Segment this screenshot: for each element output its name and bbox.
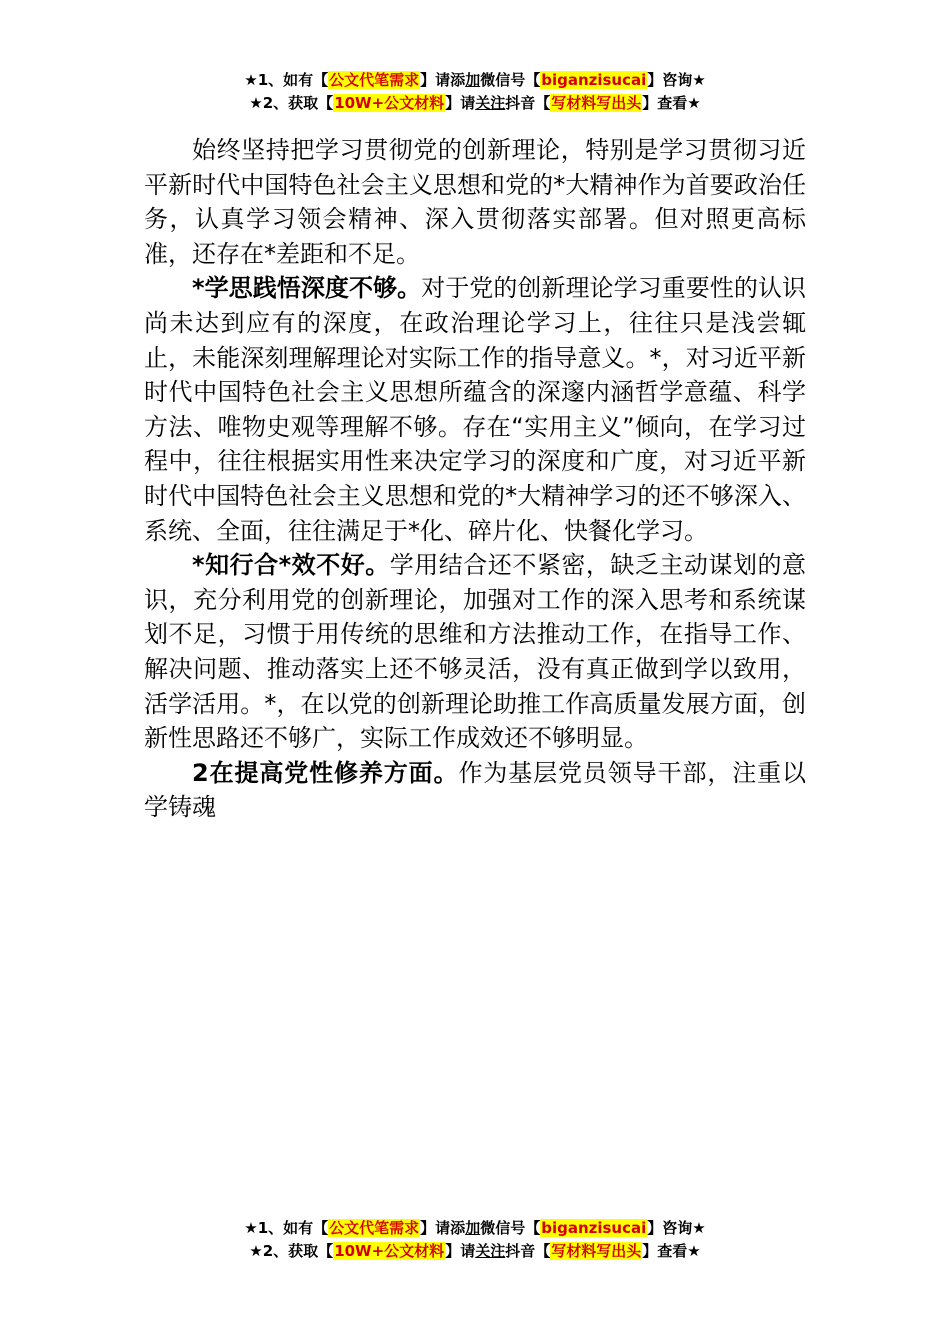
highlight-wechat-id: biganzisucai bbox=[541, 71, 647, 89]
highlight-service: 公文代笔需求 bbox=[329, 1219, 420, 1237]
banner-line-1: ★1、如有【公文代笔需求】请添加微信号【biganzisucai】咨询★ bbox=[244, 71, 706, 89]
paragraph-party-spirit: 2在提高党性修养方面。作为基层党员领导干部，注重以学铸魂 bbox=[144, 758, 807, 822]
header-banner bbox=[0, 69, 950, 115]
section-heading: 2在提高党性修养方面。 bbox=[192, 758, 459, 787]
section-heading: *知行合*效不好。 bbox=[192, 551, 390, 580]
highlight-materials: 10W+公文材料 bbox=[334, 94, 445, 112]
highlight-douyin-account: 写材料写出头 bbox=[551, 94, 642, 112]
highlight-service: 公文代笔需求 bbox=[329, 71, 420, 89]
banner-line-2: ★2、获取【10W+公文材料】请关注抖音【写材料写出头】查看★ bbox=[249, 1242, 701, 1260]
banner-line-2: ★2、获取【10W+公文材料】请关注抖音【写材料写出头】查看★ bbox=[249, 94, 701, 112]
section-heading: *学思践悟深度不够。 bbox=[192, 274, 422, 303]
highlight-materials: 10W+公文材料 bbox=[334, 1242, 445, 1260]
footer-banner bbox=[0, 1217, 950, 1263]
paragraph-intro: 始终坚持把学习贯彻党的创新理论，特别是学习贯彻习近平新时代中国特色社会主义思想和党的*大精神作为首要政治任务，认真学习领会精神、深入贯彻落实部署。但对照更高标准，还存在*差距和不足。 bbox=[144, 136, 806, 268]
highlight-wechat-id: biganzisucai bbox=[541, 1219, 647, 1237]
paragraph-knowledge-action: *知行合*效不好。学用结合还不紧密，缺乏主动谋划的意识，充分利用党的创新理论，加强对工作的深入思考和系统谋划不足，习惯于用传统的思维和方法推动工作，在指导工作、解决问题、推动落实上还不够灵活，没有真正做到学以致用，活学活用。*，在以党的创新理论助推工作高质量发展方面，创新性思路还不够广，实际工作成效还不够明显。 bbox=[144, 551, 806, 753]
document-body bbox=[144, 133, 806, 825]
banner-line-1: ★1、如有【公文代笔需求】请添加微信号【biganzisucai】咨询★ bbox=[244, 1219, 706, 1237]
highlight-douyin-account: 写材料写出头 bbox=[551, 1242, 642, 1260]
paragraph-study-depth: *学思践悟深度不够。对于党的创新理论学习重要性的认识尚未达到应有的深度，在政治理论学习上，往往只是浅尝辄止，未能深刻理解理论对实际工作的指导意义。*，对习近平新时代中国特色社会主义思想所蕴含的深邃内涵哲学意蕴、科学方法、唯物史观等理解不够。存在“实用主义”倾向，在学习过程中，往往根据实用性来决定学习的深度和广度，对习近平新时代中国特色社会主义思想和党的*大精神学习的还不够深入、系统、全面，往往满足于*化、碎片化、快餐化学习。 bbox=[144, 274, 807, 545]
